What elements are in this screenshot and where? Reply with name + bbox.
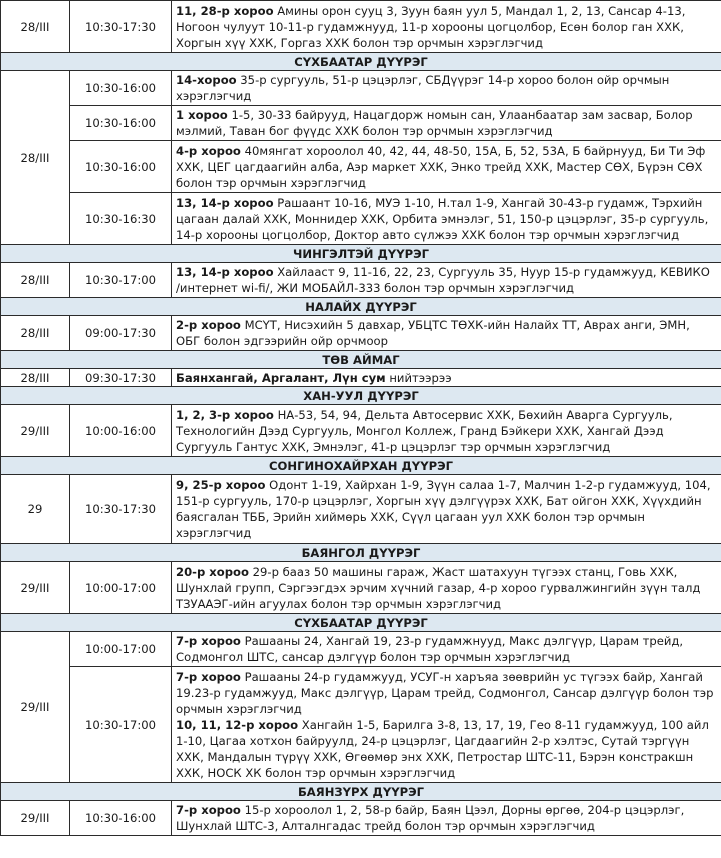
- area-label: 7-р хороо: [176, 634, 241, 648]
- time-cell: 10:30-16:30: [70, 193, 172, 245]
- district-header: [1, 298, 721, 316]
- table-row: [1, 71, 721, 106]
- description-cell: [172, 141, 721, 193]
- area-details: Хангайн 1-5, Барилга 3-8, 13, 17, 19, Гео 8-11 гудамжууд, 100 айл 1-10, Цагаа хотхон байруулд, 24-р цэцэрлэг, Цагдаагийн 2-р хэлтэс, Сутай тэргүүн ХХК, Мандалын түрүү ХХК, Өгөөмөр энх ХХК, Петростар ШТС-11, Бэрэн констракшн ХХК, НОСК ХК болон тэр орчмын хэрэглэгчид: [176, 717, 709, 780]
- description-cell: [172, 106, 721, 141]
- table-row: [1, 405, 721, 457]
- time-cell: 10:30-17:00: [70, 263, 172, 298]
- area-label: 13, 14-р хороо: [176, 195, 274, 210]
- time-cell: 10:30-17:30: [70, 475, 172, 544]
- time-cell: 09:30-17:30: [70, 369, 172, 387]
- district-name: НАЛАЙХ ДҮҮРЭГ: [1, 298, 721, 316]
- time-cell: 10:00-17:00: [70, 562, 172, 614]
- description-cell: [172, 71, 721, 106]
- table-row: [1, 632, 721, 667]
- time-cell: 10:30-16:00: [70, 71, 172, 106]
- area-details: Рашаант 10-16, МУЭ 1-10, Н.тал 1-9, Хангай 30-43-р гудамж, Тэрхийн цагаан далай ХХК, Моннидер ХХК, Орбита эмнэлэг, 51, 150-р цэцэрлэг, 35-р сургууль, 14-р хорооны цогцолбор, Доктор авто сүлжээ ХХК болон тэр орчмын хэрэглэгчид: [176, 195, 709, 242]
- area-label: 2-р хороо: [176, 318, 241, 332]
- description-cell: [172, 632, 721, 667]
- date-cell: 28/III: [1, 1, 70, 53]
- date-cell: 29/III: [1, 405, 70, 457]
- description-cell: [172, 667, 721, 783]
- time-cell: 10:30-16:00: [70, 106, 172, 141]
- area-label: 20-р хороо: [176, 564, 249, 579]
- table-row: [1, 263, 721, 298]
- district-name: ТӨВ АЙМАГ: [1, 351, 721, 369]
- district-name: СҮХБААТАР ДҮҮРЭГ: [1, 614, 721, 632]
- time-cell: 09:00-17:30: [70, 316, 172, 351]
- time-cell: 10:30-17:00: [70, 667, 172, 783]
- description-cell: [172, 369, 721, 387]
- area-label: 1 хороо: [176, 108, 228, 122]
- district-header: [1, 783, 721, 801]
- district-name: СОНГИНОХАЙРХАН ДҮҮРЭГ: [1, 457, 721, 475]
- district-name: БАЯНГОЛ ДҮҮРЭГ: [1, 544, 721, 562]
- district-header: [1, 614, 721, 632]
- district-name: ЧИНГЭЛТЭЙ ДҮҮРЭГ: [1, 245, 721, 263]
- district-header: [1, 457, 721, 475]
- date-cell: 29/III: [1, 562, 70, 614]
- district-name: БАЯНЗҮРХ ДҮҮРЭГ: [1, 783, 721, 801]
- area-details: 35-р сургууль, 51-р цэцэрлэг, СБДүүрэг 14-р хороо болон ойр орчмын хэрэглэгчид: [176, 73, 670, 103]
- date-cell: 28/III: [1, 316, 70, 351]
- area-label: 11, 28-р хороо: [176, 3, 274, 18]
- time-cell: 10:30-17:30: [70, 1, 172, 53]
- table-row: [1, 316, 721, 351]
- area-label: 13, 14-р хороо: [176, 265, 274, 279]
- area-details: нийтээрээ: [385, 370, 452, 385]
- description-cell: [172, 1, 721, 53]
- description-cell: [172, 405, 721, 457]
- date-cell: 29/III: [1, 632, 70, 783]
- table-row: [1, 193, 721, 245]
- description-cell: [172, 562, 721, 614]
- area-label: 14-хороо: [176, 73, 237, 87]
- date-cell: 29/III: [1, 801, 70, 836]
- description-cell: [172, 316, 721, 351]
- area-details: НА-53, 54, 94, Дельта Автосервис ХХК, Бөхийн Аварга Сургууль, Технологийн Дээд Сургууль, Монгол Коллеж, Гранд Бэйкери ХХК, Хангай Дээд Сургууль Гантус ХХК, Эмнэлэг, 41-р цэцэрлэг тэр орчмын хэрэглэгчид: [176, 407, 673, 454]
- district-header: [1, 351, 721, 369]
- area-details: 1-5, 30-33 байрууд, Нацагдорж номын сан, Улаанбаатар зам засвар, Болор мэлмий, Таван бог фүүдс ХХК болон тэр орчмын хэрэглэгчид: [176, 108, 693, 138]
- district-header: [1, 53, 721, 71]
- table-row: [1, 369, 721, 387]
- table-row: [1, 475, 721, 544]
- area-label: 4-р хороо: [176, 143, 241, 158]
- area-details: 15-р хороолол 1, 2, 58-р байр, Баян Цээл, Дорны өргөө, 204-р цэцэрлэг, Шунхлай ШТС-3, Алталнгадас трейд болон тэр орчмын хэрэглэгчид: [176, 803, 685, 833]
- district-name: ХАН-УУЛ ДҮҮРЭГ: [1, 387, 721, 405]
- description-cell: [172, 801, 721, 836]
- time-cell: 10:30-16:00: [70, 141, 172, 193]
- date-cell: 28/III: [1, 71, 70, 245]
- date-cell: 28/III: [1, 263, 70, 298]
- area-label: 9, 25-р хороо: [176, 478, 266, 492]
- area-label: Баянхангай, Аргалант, Лүн сум: [176, 370, 386, 385]
- area-label: 7-р хороо: [176, 669, 241, 684]
- date-cell: 29: [1, 475, 70, 544]
- description-cell: [172, 193, 721, 245]
- area-details: Амины орон сууц 3, Зуун баян уул 5, Мандал 1, 2, 13, Сансар 4-13, Ногоон чулуут 10-11-р гудамжнууд, 11-р хорооны цогцолбор, Есөн болор ган ХХК, Хоргын хүү ХХК, Горгаз ХХК болон тэр орчмын хэрэглэгчид: [176, 3, 686, 50]
- table-row: [1, 141, 721, 193]
- district-header: [1, 245, 721, 263]
- area-label: 7-р хороо: [176, 803, 241, 817]
- area-label: 10, 11, 12-р хороо: [176, 717, 299, 732]
- table-row: [1, 667, 721, 783]
- district-name: СҮХБААТАР ДҮҮРЭГ: [1, 53, 721, 71]
- area-details: Одонт 1-19, Хайрхан 1-9, Зүүн салаа 1-7, Малчин 1-2-р гудамжууд, 104, 151-р сургууль, 170-р цэцэрлэг, Хоргын хүү дэлгүүрэх ХХК, Бат ойгон ХХК, Хүүхдийн баясгалан ТББ, Эрийн хиймөрь ХХК, Сүүл цагаан уул ХХК болон тэр орчмын хэрэглэгчид: [176, 478, 711, 540]
- time-cell: 10:30-16:00: [70, 801, 172, 836]
- area-details: 29-р бааз 50 машины гараж, Жаст шатахуун түгээх станц, Говь ХХК, Шунхлай групп, Сэргээгдэх эрчим хүчний газар, 4-р хороо гурвалжингийн зүүн талд ТЗУААЭГ-ийн агуулах болон тэр орчмын хэрэглэгчид: [176, 564, 701, 611]
- district-header: [1, 387, 721, 405]
- area-details: Хайлааст 9, 11-16, 22, 23, Сургууль 35, Нуур 15-р гудамжууд, КЕВИКО /интернет wi-fi/, ЖИ МОБАЙЛ-333 болон тэр орчмын хэрэглэгчид: [176, 265, 710, 295]
- district-header: [1, 544, 721, 562]
- time-cell: 10:00-17:00: [70, 632, 172, 667]
- area-details: МСҮТ, Нисэхийн 5 давхар, УБЦТС ТӨХК-ийн Налайх ТТ, Аврах анги, ЭМН, ОБГ болон эдгээрийн ойр орчмоор: [176, 318, 690, 348]
- area-details: 40мянгат хороолол 40, 42, 44, 48-50, 15А, Б, 52, 53А, Б байрнууд, Би Ти Эф ХХК, ЦЕГ цагдаагийн алба, Аэр маркет ХХК, Энко трейд ХХК, Мастер СӨХ, Бүрэн СӨХ болон тэр орчмын хэрэглэгчид: [176, 143, 706, 190]
- area-details: Рашааны 24-р гудамжууд, УСУГ-н харъяа зөөврийн ус түгээх байр, Хангай 19.23-р гудамжууд, Макс дэлгүүр, Царам трейд, Содмонгол, Сансар дэлгүүр болон тэр орчмын хэрэглэгчид: [176, 669, 714, 716]
- date-cell: 28/III: [1, 369, 70, 387]
- area-label: 1, 2, 3-р хороо: [176, 407, 274, 422]
- time-cell: 10:00-16:00: [70, 405, 172, 457]
- description-cell: [172, 263, 721, 298]
- area-details: Рашааны 24, Хангай 19, 23-р гудамжнууд, Макс дэлгүүр, Царам трейд, Содмонгол ШТС, сансар дэлгүүр болон тэр орчмын хэрэглэгчид: [176, 634, 684, 664]
- table-row: [1, 801, 721, 836]
- description-cell: [172, 475, 721, 544]
- table-row: [1, 1, 721, 53]
- table-row: [1, 106, 721, 141]
- table-row: [1, 562, 721, 614]
